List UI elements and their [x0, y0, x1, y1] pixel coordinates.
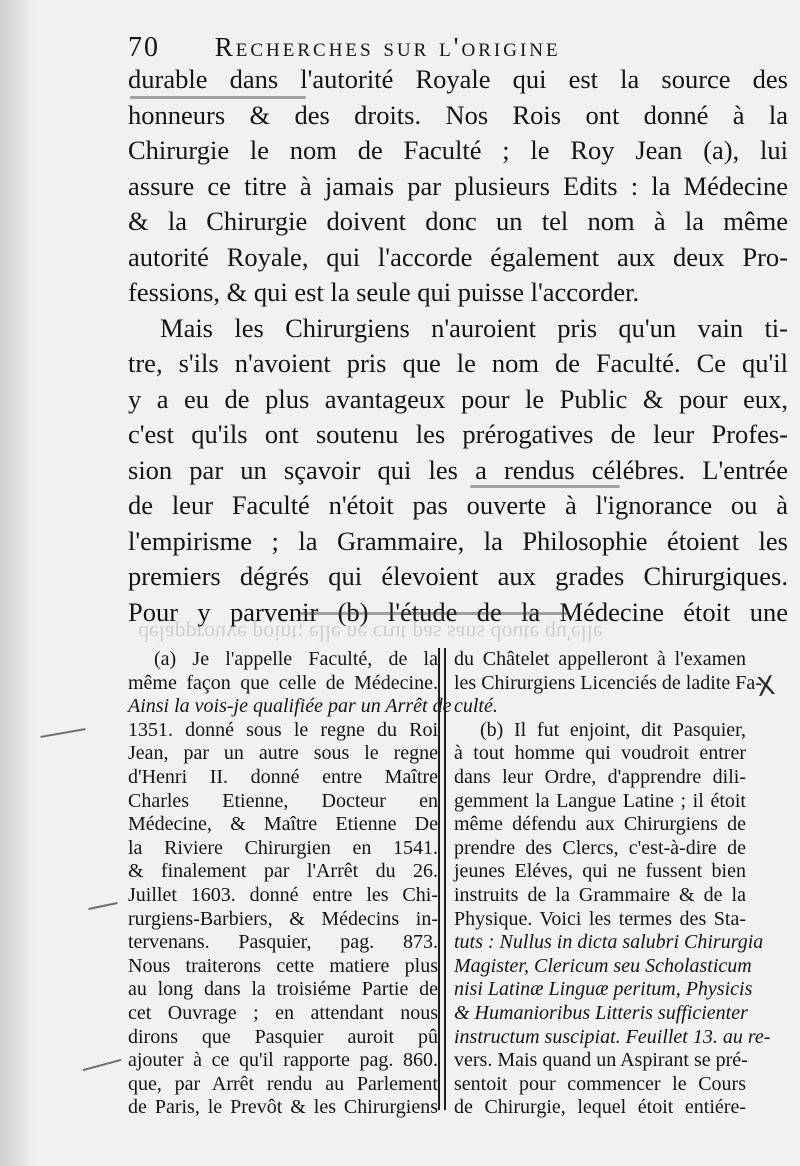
body-line: Mais les Chirurgiens n'auroient pris qu'un vain ti-	[160, 312, 788, 343]
footnote-line: que, par Arrêt rendu au Parlement	[128, 1072, 438, 1095]
footnote-line: du Châtelet appelleront à l'examen	[454, 648, 746, 670]
body-line: durable dans l'autorité Royale qui est la source des	[128, 64, 788, 94]
footnote-line: & Humanioribus Litteris sufficienter	[454, 1001, 748, 1024]
footnotes	[128, 648, 778, 1118]
running-title: Recherches sur l'origine	[214, 32, 561, 62]
footnote-line: prendre des Clercs, c'est-à-dire de	[454, 836, 746, 859]
body-line: premiers dégrés qui élevoient aux grades Chirurgiques.	[128, 561, 788, 591]
footnote-line: rurgiens-Barbiers, & Médecins in-	[128, 907, 438, 930]
footnote-line: Magister, Clericum seu Scholasticum	[454, 954, 752, 977]
footnote-line: Juillet 1603. donné entre les Chi-	[128, 883, 438, 906]
body-line: autorité Royale, qui l'accorde également aux deux Pro-	[128, 241, 788, 272]
body-line: y a eu de plus avantageux pour le Public & pour eux,	[128, 383, 788, 414]
footnote-line: (b) Il fut enjoint, dit Pasquier,	[480, 718, 746, 741]
column-rule	[444, 648, 446, 1110]
ink-underline	[300, 612, 570, 615]
gutter-shadow	[0, 0, 36, 1166]
footnote-line: dans leur Ordre, d'apprendre dili-	[454, 765, 746, 788]
footnote-line: nisi Latinæ Linguæ peritum, Physicis	[454, 978, 753, 1001]
footnote-line: à tout homme qui voudroit entrer	[454, 742, 746, 765]
footnote-line: ajouter à ce qu'il rapporte pag. 860.	[128, 1049, 438, 1072]
footnote-line: les Chirurgiens Licenciés de ladite Fa-	[454, 671, 762, 694]
footnote-line: Médecine, & Maître Etienne De	[128, 813, 438, 836]
footnote-line: & finalement par l'Arrêt du 26.	[128, 860, 438, 883]
footnote-line: culté.	[454, 695, 498, 718]
footnote-line: (a) Je l'appelle Faculté, de la	[154, 648, 438, 670]
footnote-line: Physique. Voici les termes des Sta-	[454, 907, 746, 930]
pencil-mark	[40, 728, 86, 738]
body-line: l'empirisme ; la Grammaire, la Philosophie étoient les	[128, 525, 788, 556]
footnote-line: la Riviere Chirurgien en 1541.	[128, 836, 438, 859]
footnote-line: même façon que celle de Médecine.	[128, 671, 438, 694]
column-rule	[438, 648, 440, 1110]
margin-annotation: X	[754, 670, 777, 704]
page-header	[128, 30, 768, 64]
ink-underline	[130, 96, 306, 99]
footnote-line: tervenans. Pasquier, pag. 873.	[128, 931, 438, 954]
footnote-line: de Chirurgie, lequel étoit entiére-	[454, 1096, 746, 1119]
body-line: de leur Faculté n'étoit pas ouverte à l'ignorance ou à	[128, 490, 788, 520]
footnote-line: tuts : Nullus in dicta salubri Chirurgia	[454, 931, 764, 954]
body-line: fessions, & qui est la seule qui puisse l'accorder.	[128, 277, 640, 307]
footnote-line: instruits de la Grammaire & de la	[454, 883, 746, 906]
body-line: c'est qu'ils ont soutenu les prérogatives de leur Profes-	[128, 419, 788, 449]
page-number: 70	[128, 32, 160, 63]
footnote-line: sentoit pour commencer le Cours	[454, 1072, 746, 1095]
body-line: assure ce titre à jamais par plusieurs Edits : la Médecine	[128, 170, 788, 201]
pencil-mark	[88, 902, 118, 910]
footnote-line: vers. Mais quand un Aspirant se pré-	[454, 1049, 748, 1072]
footnote-line: Charles Etienne, Docteur en	[128, 789, 438, 812]
main-text	[128, 62, 788, 630]
body-line: & la Chirurgie doivent donc un tel nom à la même	[128, 206, 788, 236]
footnote-line: de Paris, le Prevôt & les Chirurgiens	[128, 1096, 438, 1119]
body-line: Chirurgie le nom de Faculté ; le Roy Jean (a), lui	[128, 135, 788, 165]
body-line: Pour y parvenir (b) l'étude de la Médecine étoit une	[128, 596, 788, 627]
pencil-mark	[82, 1059, 121, 1071]
footnote-line: cet Ouvrage ; en attendant nous	[128, 1001, 438, 1024]
footnote-column-left	[128, 648, 452, 1120]
body-line: honneurs & des droits. Nos Rois ont donné à la	[128, 99, 788, 130]
footnote-line: instructum suscipiat. Feuillet 13. au re-	[454, 1025, 771, 1048]
footnote-line: Nous traiterons cette matiere plus	[128, 954, 438, 977]
footnote-line: Jean, par un autre sous le regne	[128, 742, 438, 765]
footnote-line: gemment la Langue Latine ; il étoit	[454, 789, 746, 812]
bleed-through-text: delapprouve point; elle ne crut pas sans doute qu'elle	[138, 621, 603, 646]
footnote-line: au long dans la troisiéme Partie de	[128, 978, 438, 1001]
footnote-line: Ainsi la vois-je qualifiée par un Arrêt de	[128, 695, 452, 718]
footnote-line: d'Henri II. donné entre Maître	[128, 765, 438, 788]
ink-underline	[470, 485, 620, 488]
footnote-line: dirons que Pasquier auroit pû	[128, 1025, 438, 1048]
footnote-column-right	[454, 648, 771, 1120]
body-line: tre, s'ils n'avoient pris que le nom de Faculté. Ce qu'il	[128, 348, 788, 378]
body-line: sion par un sçavoir qui les a rendus célébres. L'entrée	[128, 454, 788, 485]
footnote-line: même défendu aux Chirurgiens de	[454, 813, 746, 836]
footnote-line: jeunes Eléves, qui ne fussent bien	[454, 860, 746, 883]
footnote-line: 1351. donné sous le regne du Roi	[128, 718, 438, 741]
